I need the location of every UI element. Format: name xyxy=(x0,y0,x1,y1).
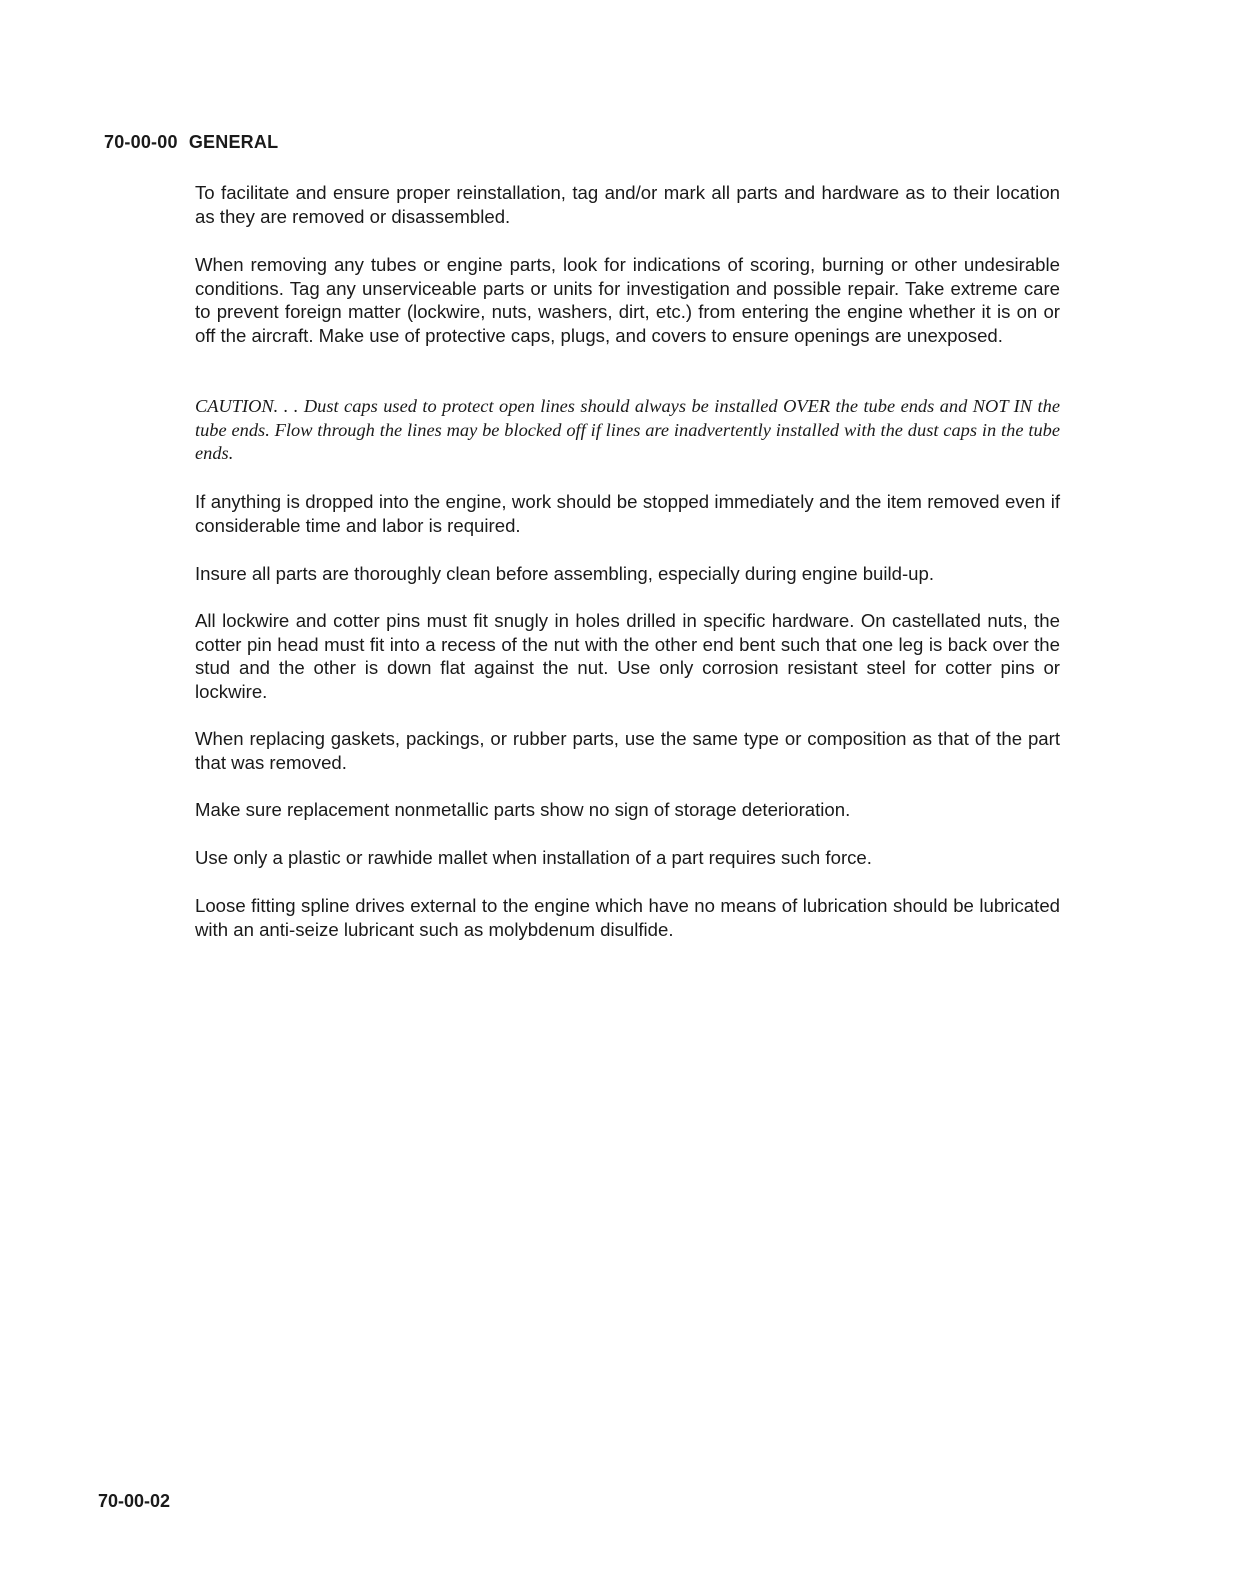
paragraph-nonmetallic: Make sure replacement nonmetallic parts show no sign of storage deterioration. xyxy=(195,799,851,820)
caution-note: CAUTION. . . Dust caps used to protect open lines should always be installed OVER the tube ends and NOT IN the tube ends. Flow through the lines may be blocked off if lines are inadvertently installed with the dust caps in the tube ends. xyxy=(195,396,1060,464)
section-code: 70-00-00 xyxy=(104,132,178,152)
section-title: GENERAL xyxy=(188,132,279,152)
paragraph-tagging: To facilitate and ensure proper reinstallation, tag and/or mark all parts and hardware as to their location as they are removed or disassembled. xyxy=(195,182,1060,227)
paragraph-dropped-items: If anything is dropped into the engine, work should be stopped immediately and the item removed even if considerable time and labor is required. xyxy=(195,491,1060,536)
paragraph-mallet: Use only a plastic or rawhide mallet when installation of a part requires such force. xyxy=(195,847,872,868)
paragraph-gaskets: When replacing gaskets, packings, or rubber parts, use the same type or composition as that of the part that was removed. xyxy=(195,728,1060,773)
page-number: 70-00-02 xyxy=(98,1491,171,1511)
paragraph-lockwire: All lockwire and cotter pins must fit snugly in holes drilled in specific hardware. On castellated nuts, the cotter pin head must fit into a recess of the nut with the other end bent such that one leg is back over the stud and the other is down flat against the nut. Use only corrosion resistant steel for cotter pins or lockwire. xyxy=(195,610,1060,702)
paragraph-spline-drives: Loose fitting spline drives external to the engine which have no means of lubrication should be lubricated with an anti-seize lubricant such as molybdenum disulfide. xyxy=(195,895,1060,940)
paragraph-removing-parts: When removing any tubes or engine parts, look for indications of scoring, burning or other undesirable conditions. Tag any unserviceable parts or units for investigation and possible repair. Take extreme care to prevent foreign matter (lockwire, nuts, washers, dirt, etc.) from entering the engine whether it is on or off the aircraft. Make use of protective caps, plugs, and covers to ensure openings are unexposed. xyxy=(195,254,1060,346)
paragraph-clean-parts: Insure all parts are thoroughly clean before assembling, especially during engine build-up. xyxy=(195,563,935,584)
section-heading xyxy=(104,132,278,153)
